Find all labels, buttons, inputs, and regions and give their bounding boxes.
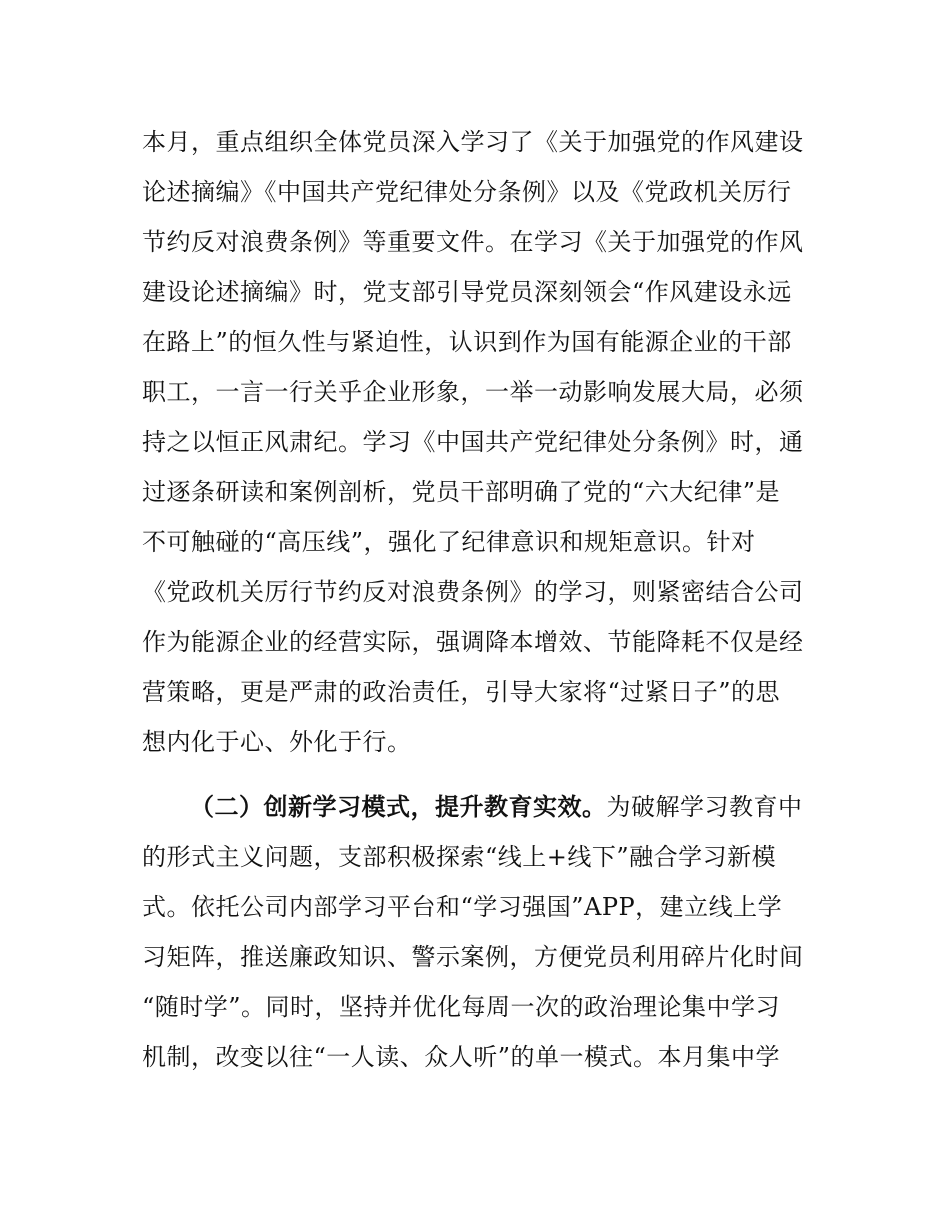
section-2-line-6: 机制，改变以往“一人读、众人听”的单一模式。本月集中学	[142, 1043, 781, 1071]
paragraph-1-line-6: 职工，一言一行关乎企业形象，一举一动影响发展大局，必须	[142, 378, 804, 406]
section-2-line-4: 习矩阵，推送廉政知识、警示案例，方便党员利用碎片化时间	[142, 943, 804, 971]
paragraph-1-line-11: 作为能源企业的经营实际，强调降本增效、节能降耗不仅是经	[142, 628, 804, 656]
paragraph-1-line-2: 论述摘编》《中国共产党纪律处分条例》以及《党政机关厉行	[142, 178, 792, 206]
section-2-heading: （二）创新学习模式，提升教育实效。	[190, 793, 607, 821]
paragraph-1-line-1: 本月，重点组织全体党员深入学习了《关于加强党的作风建设	[142, 128, 804, 156]
paragraph-1-line-5: 在路上”的恒久性与紧迫性，认识到作为国有能源企业的干部	[142, 328, 792, 356]
paragraph-1-line-10: 《党政机关厉行节约反对浪费条例》的学习，则紧密结合公司	[142, 578, 804, 606]
section-2-line-3: 式。依托公司内部学习平台和“学习强国”APP，建立线上学	[142, 893, 783, 921]
paragraph-1-line-13: 想内化于心、外化于行。	[142, 728, 412, 756]
paragraph-1-line-3: 节约反对浪费条例》等重要文件。在学习《关于加强党的作风	[142, 228, 804, 256]
paragraph-1-line-4: 建设论述摘编》时，党支部引导党员深刻领会“作风建设永远	[142, 278, 792, 306]
paragraph-1-line-12: 营策略，更是严肃的政治责任，引导大家将“过紧日子”的思	[142, 678, 781, 706]
paragraph-1-line-9: 不可触碰的“高压线”，强化了纪律意识和规矩意识。针对	[142, 528, 756, 556]
paragraph-1-line-7: 持之以恒正风肃纪。学习《中国共产党纪律处分条例》时，通	[142, 428, 804, 456]
section-2-line-2: 的形式主义问题，支部积极探索“线上+线下”融合学习新模	[142, 843, 777, 871]
section-2-first-line	[190, 787, 822, 827]
section-2-first-line-text: 为破解学习教育中	[606, 793, 803, 821]
paragraph-1-line-8: 过逐条研读和案例剖析，党员干部明确了党的“六大纪律”是	[142, 478, 781, 506]
section-2-line-5: “随时学”。同时，坚持并优化每周一次的政治理论集中学习	[142, 993, 781, 1021]
